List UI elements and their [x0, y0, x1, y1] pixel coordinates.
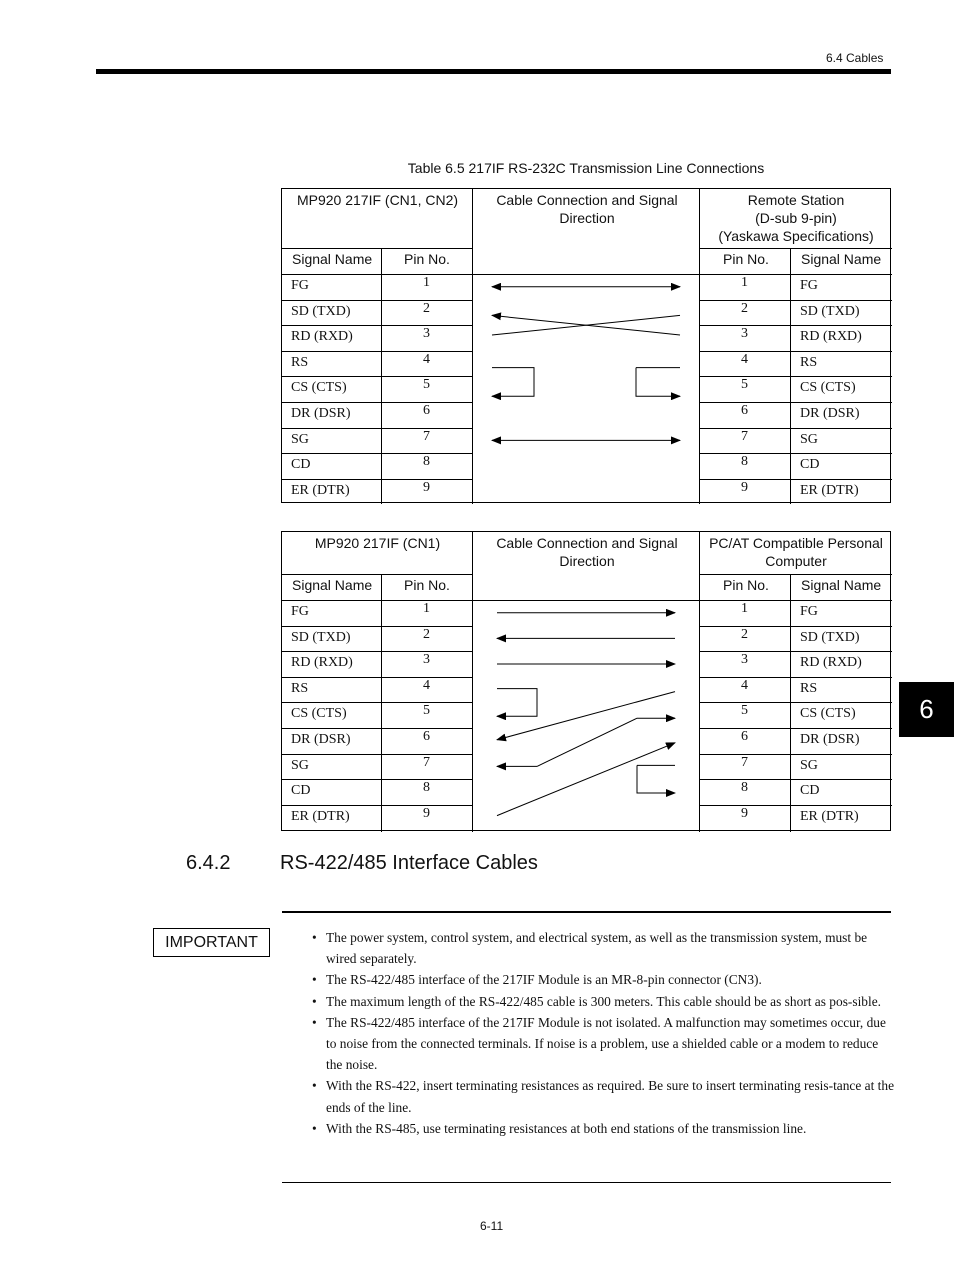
pin-number-cell: 8 — [741, 454, 748, 470]
signal-name-cell: CD — [291, 457, 311, 473]
signal-name-cell: RS — [291, 354, 309, 370]
row-divider — [282, 376, 473, 377]
pin-number-cell: 6 — [423, 729, 430, 744]
pin-no-header: Pin No. — [404, 577, 450, 593]
wiring-diagram — [282, 189, 892, 504]
wire-rs-cs-loop-remote — [636, 368, 680, 397]
column-divider — [472, 189, 473, 504]
pin-number-cell: 4 — [741, 677, 748, 693]
pin-number-cell: 2 — [423, 626, 430, 642]
row-divider — [282, 574, 473, 575]
signal-name-cell: CS (CTS) — [291, 380, 347, 396]
pin-number-cell: 7 — [741, 754, 748, 770]
row-divider — [282, 325, 473, 326]
pin-number-cell: 2 — [741, 300, 748, 316]
pin-number-cell: 9 — [423, 479, 430, 495]
signal-name-cell: RD (RXD) — [291, 329, 353, 345]
pin-number-cell: 7 — [423, 754, 430, 770]
row-divider — [700, 479, 892, 480]
row-divider — [282, 754, 473, 755]
wire-rs-cs-loop — [492, 368, 534, 397]
signal-name-cell: FG — [800, 278, 818, 293]
bullet-item: • The RS-422/485 interface of the 217IF Module is not isolated. A malfunction may sometimes occur, due to noise from the connected terminals. If noise is a problem, use a shielded cable or a modem to reduce the noise. — [312, 1012, 896, 1076]
signal-name-cell: CS (CTS) — [800, 706, 856, 722]
signal-name-header: Signal Name — [801, 577, 882, 593]
pin-number-cell: 8 — [423, 780, 430, 796]
signal-name-cell: CD — [800, 457, 820, 473]
signal-name-cell: CD — [291, 783, 311, 799]
row-divider — [282, 600, 892, 601]
pin-number-cell: 1 — [423, 601, 430, 616]
pin-number-cell: 5 — [423, 703, 430, 719]
signal-name-cell: ER (DTR) — [800, 808, 859, 824]
row-divider — [700, 351, 892, 352]
pin-number-cell: 1 — [741, 601, 748, 616]
wiring-table-remote-station — [281, 188, 891, 503]
cable-direction-header: Cable Connection and Signal Direction — [496, 535, 678, 569]
pin-number-cell: 2 — [741, 626, 748, 642]
cable-direction-header: Cable Connection and Signal Direction — [496, 192, 678, 226]
pin-number-cell: 8 — [741, 780, 748, 796]
signal-name-cell: SD (TXD) — [291, 303, 351, 319]
row-divider — [700, 428, 892, 429]
row-divider — [282, 274, 892, 275]
row-divider — [282, 428, 473, 429]
pin-number-cell: 1 — [741, 275, 748, 290]
signal-name-cell: SG — [800, 757, 818, 773]
pin-number-cell: 4 — [423, 677, 430, 693]
page-number: 6-11 — [480, 1219, 504, 1233]
signal-name-cell: SD (TXD) — [291, 629, 351, 645]
row-divider — [700, 376, 892, 377]
bullet-item: • With the RS-485, use terminating resistances at both end stations of the transmission line. — [312, 1118, 896, 1139]
important-bullet-list — [312, 927, 896, 1139]
signal-name-cell: SG — [800, 431, 818, 447]
wire-rs-cs-loop — [497, 689, 537, 717]
signal-name-cell: RS — [291, 680, 309, 696]
signal-name-cell: DR (DSR) — [291, 406, 351, 421]
signal-name-cell: RS — [800, 680, 818, 696]
column-divider — [790, 574, 791, 832]
wire-dsr-cross — [537, 718, 675, 766]
bullet-item: • The RS-422/485 interface of the 217IF Module is an MR-8-pin connector (CN3). — [312, 969, 896, 990]
pin-number-cell: 2 — [423, 300, 430, 316]
signal-name-cell: RD (RXD) — [800, 329, 862, 345]
pin-number-cell: 3 — [423, 326, 430, 342]
row-divider — [700, 728, 892, 729]
right-header-line: Remote Station — [747, 192, 845, 208]
pin-number-cell: 5 — [741, 377, 748, 393]
column-divider — [699, 189, 700, 504]
signal-name-cell: DR (DSR) — [800, 406, 860, 421]
pin-number-cell: 5 — [423, 377, 430, 393]
signal-name-cell: DR (DSR) — [800, 732, 860, 747]
wiring-table-pc-at — [281, 531, 891, 831]
column-divider — [699, 532, 700, 832]
row-divider — [282, 651, 473, 652]
pin-no-header: Pin No. — [404, 251, 450, 267]
row-divider — [282, 300, 473, 301]
pin-number-cell: 3 — [741, 326, 748, 342]
signal-name-cell: ER (DTR) — [291, 808, 350, 824]
row-divider — [700, 779, 892, 780]
row-divider — [282, 626, 473, 627]
row-divider — [282, 402, 473, 403]
bullet-item: • The power system, control system, and electrical system, as well as the transmission system, must be wired separately. — [312, 927, 896, 969]
row-divider — [700, 453, 892, 454]
row-divider — [700, 402, 892, 403]
row-divider — [282, 351, 473, 352]
wiring-diagram — [282, 532, 892, 832]
row-divider — [700, 677, 892, 678]
pin-number-cell: 8 — [423, 454, 430, 470]
important-label: IMPORTANT — [153, 928, 270, 957]
row-divider — [282, 779, 473, 780]
row-divider — [282, 805, 473, 806]
pin-number-cell: 6 — [741, 403, 748, 418]
right-header-line: (Yaskawa Specifications) — [718, 228, 874, 244]
signal-name-cell: RD (RXD) — [800, 655, 862, 671]
pin-number-cell: 7 — [741, 428, 748, 444]
section-number: 6.4.2 — [186, 852, 231, 874]
row-divider — [700, 805, 892, 806]
row-divider — [282, 728, 473, 729]
pin-number-cell: 6 — [741, 729, 748, 744]
pin-number-cell: 3 — [423, 652, 430, 668]
pin-number-cell: 5 — [741, 703, 748, 719]
left-device-header: MP920 217IF (CN1, CN2) — [296, 192, 459, 208]
row-divider — [282, 677, 473, 678]
running-header: 6.4 Cables — [826, 51, 884, 65]
table-caption: Table 6.5 217IF RS-232C Transmission Line Connections — [407, 160, 765, 176]
row-divider — [282, 479, 473, 480]
signal-name-cell: CS (CTS) — [800, 380, 856, 396]
row-divider — [282, 702, 473, 703]
pin-number-cell: 9 — [741, 479, 748, 495]
signal-name-header: Signal Name — [292, 577, 373, 593]
row-divider — [700, 651, 892, 652]
pin-number-cell: 9 — [741, 805, 748, 821]
signal-name-cell: RD (RXD) — [291, 655, 353, 671]
row-divider — [700, 574, 892, 575]
pin-number-cell: 9 — [423, 805, 430, 821]
signal-name-cell: CS (CTS) — [291, 706, 347, 722]
row-divider — [282, 248, 473, 249]
signal-name-cell: SD (TXD) — [800, 629, 860, 645]
signal-name-cell: SG — [291, 431, 309, 447]
row-divider — [700, 754, 892, 755]
row-divider — [700, 325, 892, 326]
row-divider — [700, 300, 892, 301]
signal-name-cell: CD — [800, 783, 820, 799]
row-divider — [282, 453, 473, 454]
signal-name-cell: SG — [291, 757, 309, 773]
section-title: RS-422/485 Interface Cables — [280, 852, 538, 874]
bullet-item: • With the RS-422, insert terminating resistances as required. Be sure to insert terminating resis-tance at the ends of the line. — [312, 1075, 896, 1117]
pin-number-cell: 6 — [423, 403, 430, 418]
left-device-header: MP920 217IF (CN1) — [314, 535, 441, 551]
row-divider — [700, 626, 892, 627]
bullet-item: • The maximum length of the RS-422/485 cable is 300 meters. This cable should be as short as pos-sible. — [312, 991, 896, 1012]
signal-name-header: Signal Name — [292, 251, 373, 267]
pin-no-header: Pin No. — [723, 577, 769, 593]
signal-name-cell: ER (DTR) — [291, 482, 350, 498]
wire-rs-dsr — [497, 692, 675, 740]
row-divider — [700, 248, 892, 249]
signal-name-cell: RS — [800, 354, 818, 370]
signal-name-cell: FG — [291, 604, 309, 619]
signal-name-cell: DR (DSR) — [291, 732, 351, 747]
pin-number-cell: 4 — [741, 351, 748, 367]
wire-er-dtr — [497, 743, 675, 816]
header-rule — [96, 69, 891, 74]
column-divider — [381, 574, 382, 832]
pin-number-cell: 3 — [741, 652, 748, 668]
signal-name-cell: ER (DTR) — [800, 482, 859, 498]
pin-number-cell: 4 — [423, 351, 430, 367]
row-divider — [700, 702, 892, 703]
column-divider — [472, 532, 473, 832]
signal-name-cell: SD (TXD) — [800, 303, 860, 319]
chapter-tab: 6 — [899, 682, 954, 737]
right-header-line: Computer — [765, 553, 827, 569]
right-header-line: PC/AT Compatible Personal — [709, 535, 883, 551]
wire-cd-loop — [637, 765, 675, 793]
pin-number-cell: 1 — [423, 275, 430, 290]
signal-name-header: Signal Name — [801, 251, 882, 267]
signal-name-cell: FG — [291, 278, 309, 293]
important-bottom-rule — [282, 1182, 891, 1183]
important-top-rule — [282, 911, 891, 913]
pin-no-header: Pin No. — [723, 251, 769, 267]
right-header-line: (D-sub 9-pin) — [755, 210, 837, 226]
pin-number-cell: 7 — [423, 428, 430, 444]
signal-name-cell: FG — [800, 604, 818, 619]
